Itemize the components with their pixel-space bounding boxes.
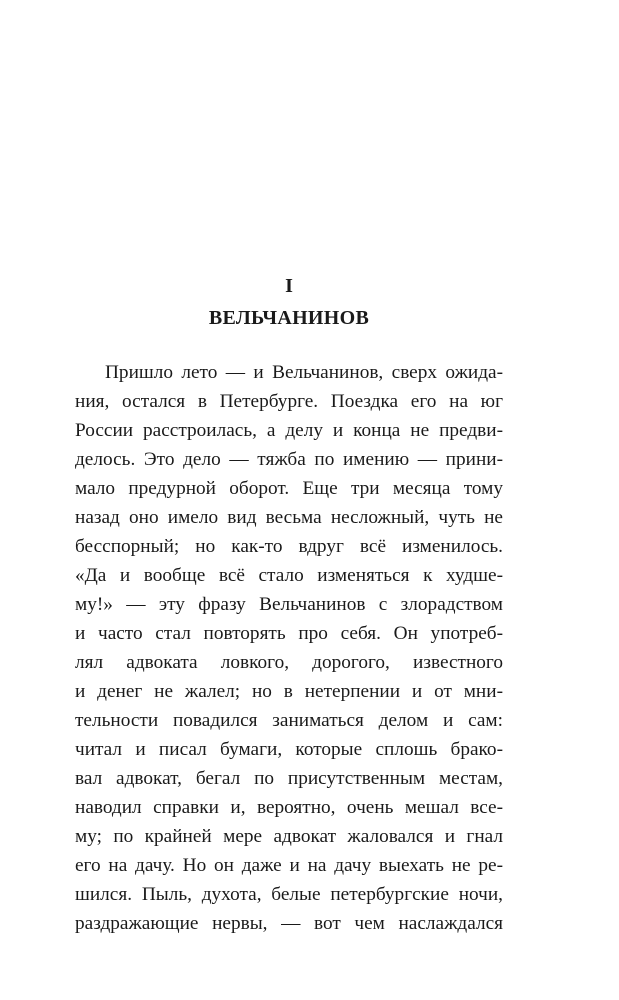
text-line: Пришло лето — и Вельчанинов, сверх ожида- [105,362,503,383]
text-line: читал и писал бумаги, которые сплошь брако- [75,739,503,760]
text-line: тельности повадился заниматься делом и сам: [75,710,503,731]
text-line: назад оно имело вид весьма несложный, чуть не [75,507,503,528]
text-line: и часто стал повторять про себя. Он употреб- [75,623,503,644]
text-line: ния, остался в Петербурге. Поездка его на юг [75,391,503,412]
text-line: му; по крайней мере адвокат жаловался и гнал [75,826,503,847]
text-line: мало предурной оборот. Еще три месяца тому [75,478,503,499]
chapter-number: I [285,275,293,297]
text-line: наводил справки и, вероятно, очень мешал все- [75,797,503,818]
text-line: раздражающие нервы, — вот чем наслаждался [75,913,503,934]
text-line: бесспорный; но как-то вдруг всё изменилось. [75,536,503,557]
text-line: му!» — эту фразу Вельчанинов с злорадством [75,594,503,615]
text-line: делось. Это дело — тяжба по имению — прини- [75,449,503,470]
text-line: «Да и вообще всё стало изменяться к худше- [75,565,503,586]
text-line: шился. Пыль, духота, белые петербургские ночи, [75,884,503,905]
text-line: и денег не жалел; но в нетерпении и от мни- [75,681,503,702]
chapter-title: ВЕЛЬЧАНИНОВ [208,307,370,329]
text-line: России расстроилась, а делу и конца не предви- [75,420,503,441]
text-line: его на дачу. Но он даже и на дачу выехать не ре- [75,855,503,876]
text-line: лял адвоката ловкого, дорогого, известного [75,652,503,673]
body-text [75,358,503,938]
text-line: вал адвокат, бегал по присутственным местам, [75,768,503,789]
